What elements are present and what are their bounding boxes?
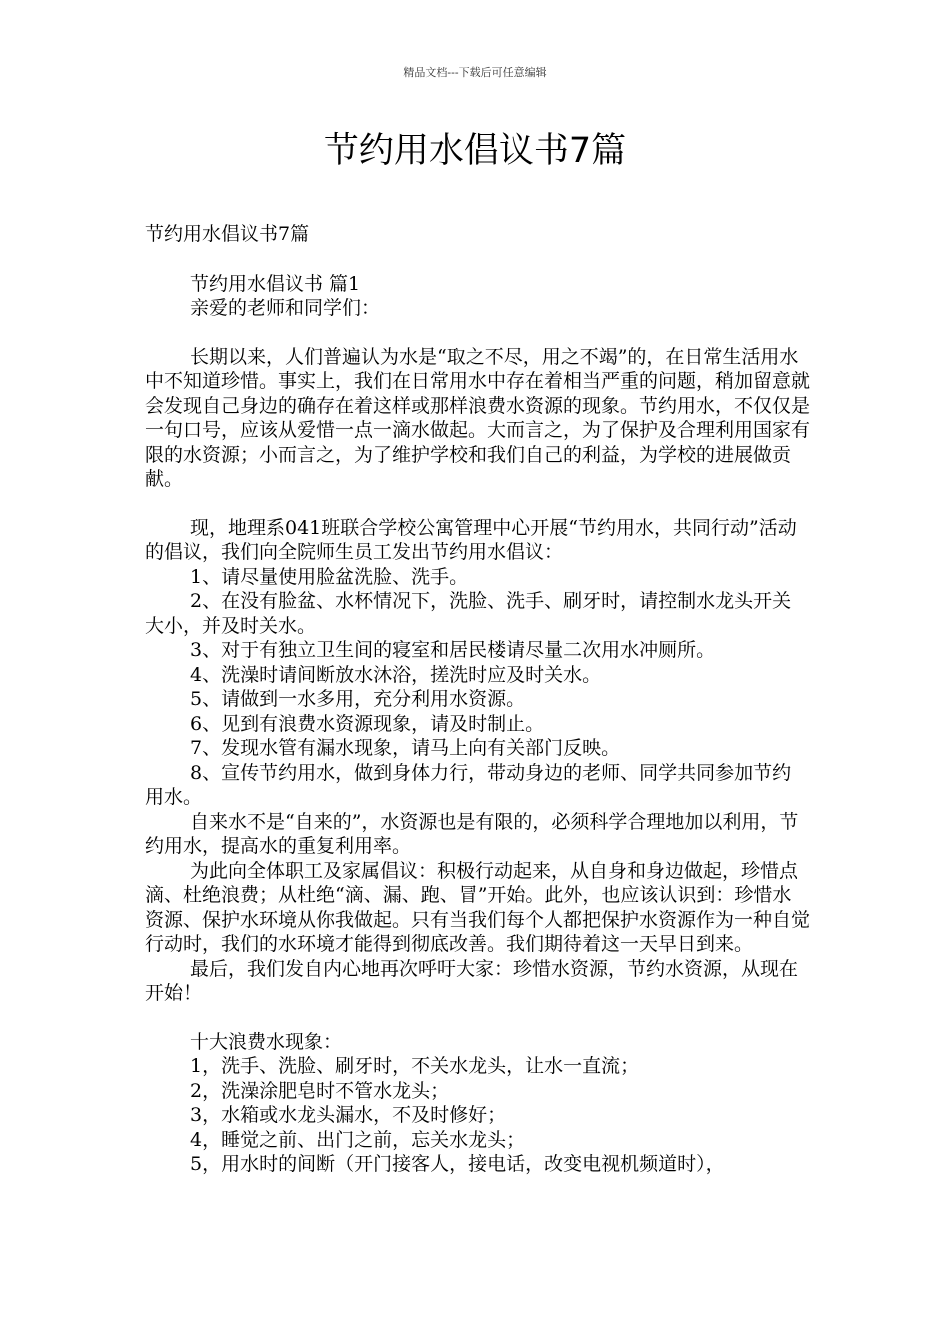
waste-item: 2，洗澡涂肥皂时不管水龙头； bbox=[190, 1079, 450, 1102]
waste-heading: 十大浪费水现象： bbox=[190, 1030, 343, 1053]
document-body bbox=[145, 222, 810, 1177]
paragraph: 为此向全体职工及家属倡议：积极行动起来，从自身和身边做起，珍惜点滴、杜绝浪费；从杜绝“滴、漏、跑、冒”开始。此外，也应该认识到：珍惜水资源、保护水环境从你我做起。只有当我们每个人都把保护水资源作为一种自觉行动时，我们的水环境才能得到彻底改善。我们期待着这一天早日到来。 bbox=[145, 859, 811, 955]
list-item: 4、洗澡时请间断放水沐浴，搓洗时应及时关水。 bbox=[190, 663, 602, 686]
section-heading: 节约用水倡议书 篇1 bbox=[190, 272, 361, 295]
list-item: 8、宣传节约用水，做到身体力行，带动身边的老师、同学共同参加节约用水。 bbox=[145, 761, 792, 808]
paragraph: 长期以来，人们普遍认为水是“取之不尽，用之不竭”的，在日常生活用水中不知道珍惜。事实上，我们在日常用水中存在着相当严重的问题，稍加留意就会发现自己身边的确存在着这样或那样浪费水资源的现象。节约用水，不仅仅是一句口号，应该从爱惜一点一滴水做起。大而言之，为了保护及合理利用国家有限的水资源；小而言之，为了维护学校和我们自己的利益，为学校的进展做贡献。 bbox=[145, 345, 811, 490]
waste-item: 5，用水时的间断（开门接客人，接电话，改变电视机频道时）， bbox=[190, 1153, 725, 1175]
waste-item: 3，水箱或水龙头漏水，不及时修好； bbox=[190, 1104, 507, 1126]
list-item: 1、请尽量使用脸盆洗脸、洗手。 bbox=[190, 565, 469, 588]
waste-item: 4，睡觉之前、出门之前，忘关水龙头； bbox=[190, 1128, 526, 1151]
list-item: 7、发现水管有漏水现象，请马上向有关部门反映。 bbox=[190, 737, 621, 759]
list-item: 3、对于有独立卫生间的寝室和居民楼请尽量二次用水冲厕所。 bbox=[190, 639, 716, 661]
list-item: 5、请做到一水多用，充分利用水资源。 bbox=[190, 688, 526, 710]
paragraph: 最后，我们发自内心地再次呼吁大家：珍惜水资源，节约水资源，从现在开始！ bbox=[145, 957, 799, 1004]
list-item: 2、在没有脸盆、水杯情况下，洗脸、洗手、刷牙时，请控制水龙头开关大小，并及时关水。 bbox=[145, 590, 792, 637]
waste-item: 1，洗手、洗脸、刷牙时，不关水龙头，让水一直流； bbox=[190, 1055, 640, 1077]
header-note: 精品文档---下载后可任意编辑 bbox=[403, 66, 547, 79]
paragraph: 自来水不是“自来的”，水资源也是有限的，必须科学合理地加以利用，节约用水，提高水的重复利用率。 bbox=[145, 810, 799, 857]
paragraph: 现，地理系041班联合学校公寓管理中心开展“节约用水，共同行动”活动的倡议，我们向全院师生员工发出节约用水倡议： bbox=[145, 516, 797, 563]
greeting: 亲爱的老师和同学们： bbox=[190, 297, 381, 319]
page-title: 节约用水倡议书7篇 bbox=[323, 131, 627, 171]
list-item: 6、见到有浪费水资源现象，请及时制止。 bbox=[190, 712, 545, 735]
document-subtitle: 节约用水倡议书7篇 bbox=[145, 223, 310, 245]
